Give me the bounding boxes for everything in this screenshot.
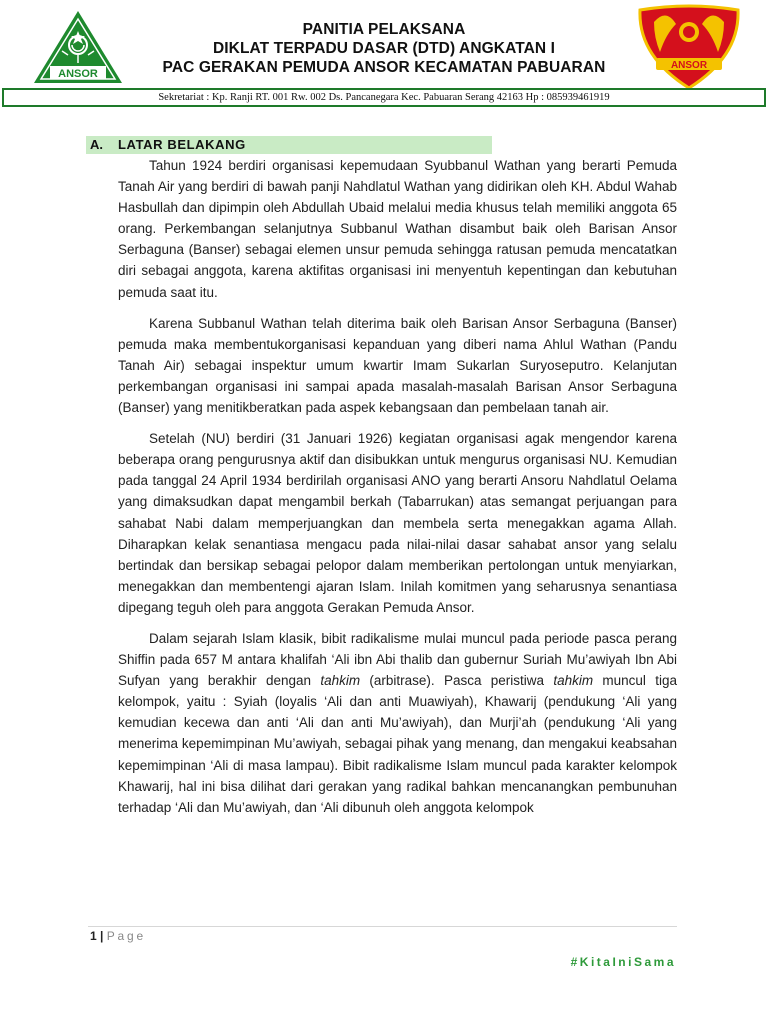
title-line-3: PAC GERAKAN PEMUDA ANSOR KECAMATAN PABUARAN <box>162 59 606 76</box>
section-heading <box>86 136 492 154</box>
title-line-1: PANITIA PELAKSANA <box>302 21 466 38</box>
term-tahkim-1: tahkim <box>320 673 361 689</box>
secretariat-bar <box>2 88 766 107</box>
title-line-2: DIKLAT TERPADU DASAR (DTD) ANGKATAN I <box>212 40 556 57</box>
paragraph-4-part-a: Dalam sejarah Islam klasik, bibit radikalisme mulai muncul pada periode pasca perang Shiffin pada 657 M antara khalifah ‘Ali ibn Abi thalib dan gubernur Suriah Mu’awiyah Ibn Abi Sufyan yang berakhir dengan <box>118 630 677 689</box>
paragraph-4-part-b: (arbitrase). Pasca peristiwa <box>360 673 554 689</box>
paragraph-1: Tahun 1924 berdiri organisasi kepemudaan Syubbanul Wathan yang berarti Pemuda Tanah Air yang berdiri di bawah panji Nahdlatul Wathan yang didirikan oleh KH. Abdul Wahab Hasbullah dan dipimpin oleh Abdullah Ubaid melalui media khusus telah memiliki anggota 65 orang. Perkembangan selanjutnya Subbanul Wathan disambut baik oleh Barisan Ansor Serbaguna (Banser) sebagai elemen unsur pemuda sehingga ratusan pemuda mencatatkan diri sebagai anggota, karena aktifitas organisasi ini menyentuh kepentingan dan kebutuhan pemuda saat itu. <box>118 158 677 300</box>
logo-right-text: ANSOR <box>670 60 708 71</box>
term-tahkim-2: tahkim <box>553 673 594 689</box>
letterhead <box>0 0 768 90</box>
page-number-separator: | <box>100 929 104 943</box>
paragraph-3: Setelah (NU) berdiri (31 Januari 1926) kegiatan organisasi agak mengendor karena beberapa orang pengurusnya aktif dan disibukkan untuk mengurus organisasi NU. Kemudian pada tanggal 24 April 1934 berdirilah organisasi ANO yang berarti Ansoru Nahdlatul Oelama yang dimaksudkan dapat mengambil berkah (Tabarrukan) atas semangat perjuangan para sahabat Nabi dalam memperjuangkan dan membela serta menegakkan agama Allah. Diharapkan kelak senantiasa mengacu pada nilai-nilai dasar sahabat ansor yang selalu bertindak dan bersikap sebagai pelopor dalam memberikan pertolongan untuk menyiarkan, menegakkan dan membentengi ajaran Islam. Inilah komitmen yang seharusnya senantiasa dipegang teguh oleh para anggota Gerakan Pemuda Ansor. <box>118 431 677 615</box>
secretariat-address: Sekretariat : Kp. Ranji RT. 001 Rw. 002 Ds. Pancanegara Kec. Pabuaran Serang 42163 Hp : 085939461919 <box>158 92 610 103</box>
banser-shield-logo <box>636 4 742 90</box>
paragraph-4 <box>118 628 677 818</box>
letterhead-title <box>120 20 648 77</box>
hashtag: #KitaIniSama <box>570 955 676 969</box>
section-letter: A. <box>90 137 103 152</box>
paragraph-4-part-c: muncul tiga kelompok, yaitu : Syiah (loyalis ‘Ali dan anti Muawiyah), Khawarij (pendukung ‘Ali yang kemudian kecewa dan anti ‘Ali dan anti Mu’awiyah), dan Murji’ah (pendukung ‘Ali yang menerima kepemimpinan Mu’awiyah, sebagai pihak yang menang, dan mengakui keabsahan kepemimpinan ‘Ali di masa lampau). Bibit radikalisme Islam muncul pada karakter kelompok Khawarij, hal ini bisa dilihat dari gerakan yang radikal bahkan mencanangkan pembunuhan terhadap ‘Ali dan Mu’awiyah, dan ‘Ali dibunuh oleh anggota kelompok <box>118 673 677 815</box>
page-word: Page <box>106 929 146 943</box>
footer-divider <box>88 926 677 927</box>
ansor-logo-left <box>32 9 124 85</box>
document-body <box>118 155 677 828</box>
page-number-value: 1 <box>90 929 97 943</box>
logo-left-text: ANSOR <box>58 68 98 80</box>
paragraph-2: Karena Subbanul Wathan telah diterima baik oleh Barisan Ansor Serbaguna (Banser) pemuda maka membentukorganisasi kepanduan yang diberi nama Ahlul Wathan (Pandu Tanah Air) sebagai inspektur umum kwartir Imam Sukarlan Suryoseputro. Kelanjutan perkembangan organisasi ini sampai apada masalah-masalah Barisan Ansor Serbaguna (Banser) yang menitikberatkan pada aspek kebangsaan dan pembelaan tanah air. <box>118 315 677 416</box>
section-title: LATAR BELAKANG <box>118 137 246 152</box>
page-number <box>90 928 146 944</box>
